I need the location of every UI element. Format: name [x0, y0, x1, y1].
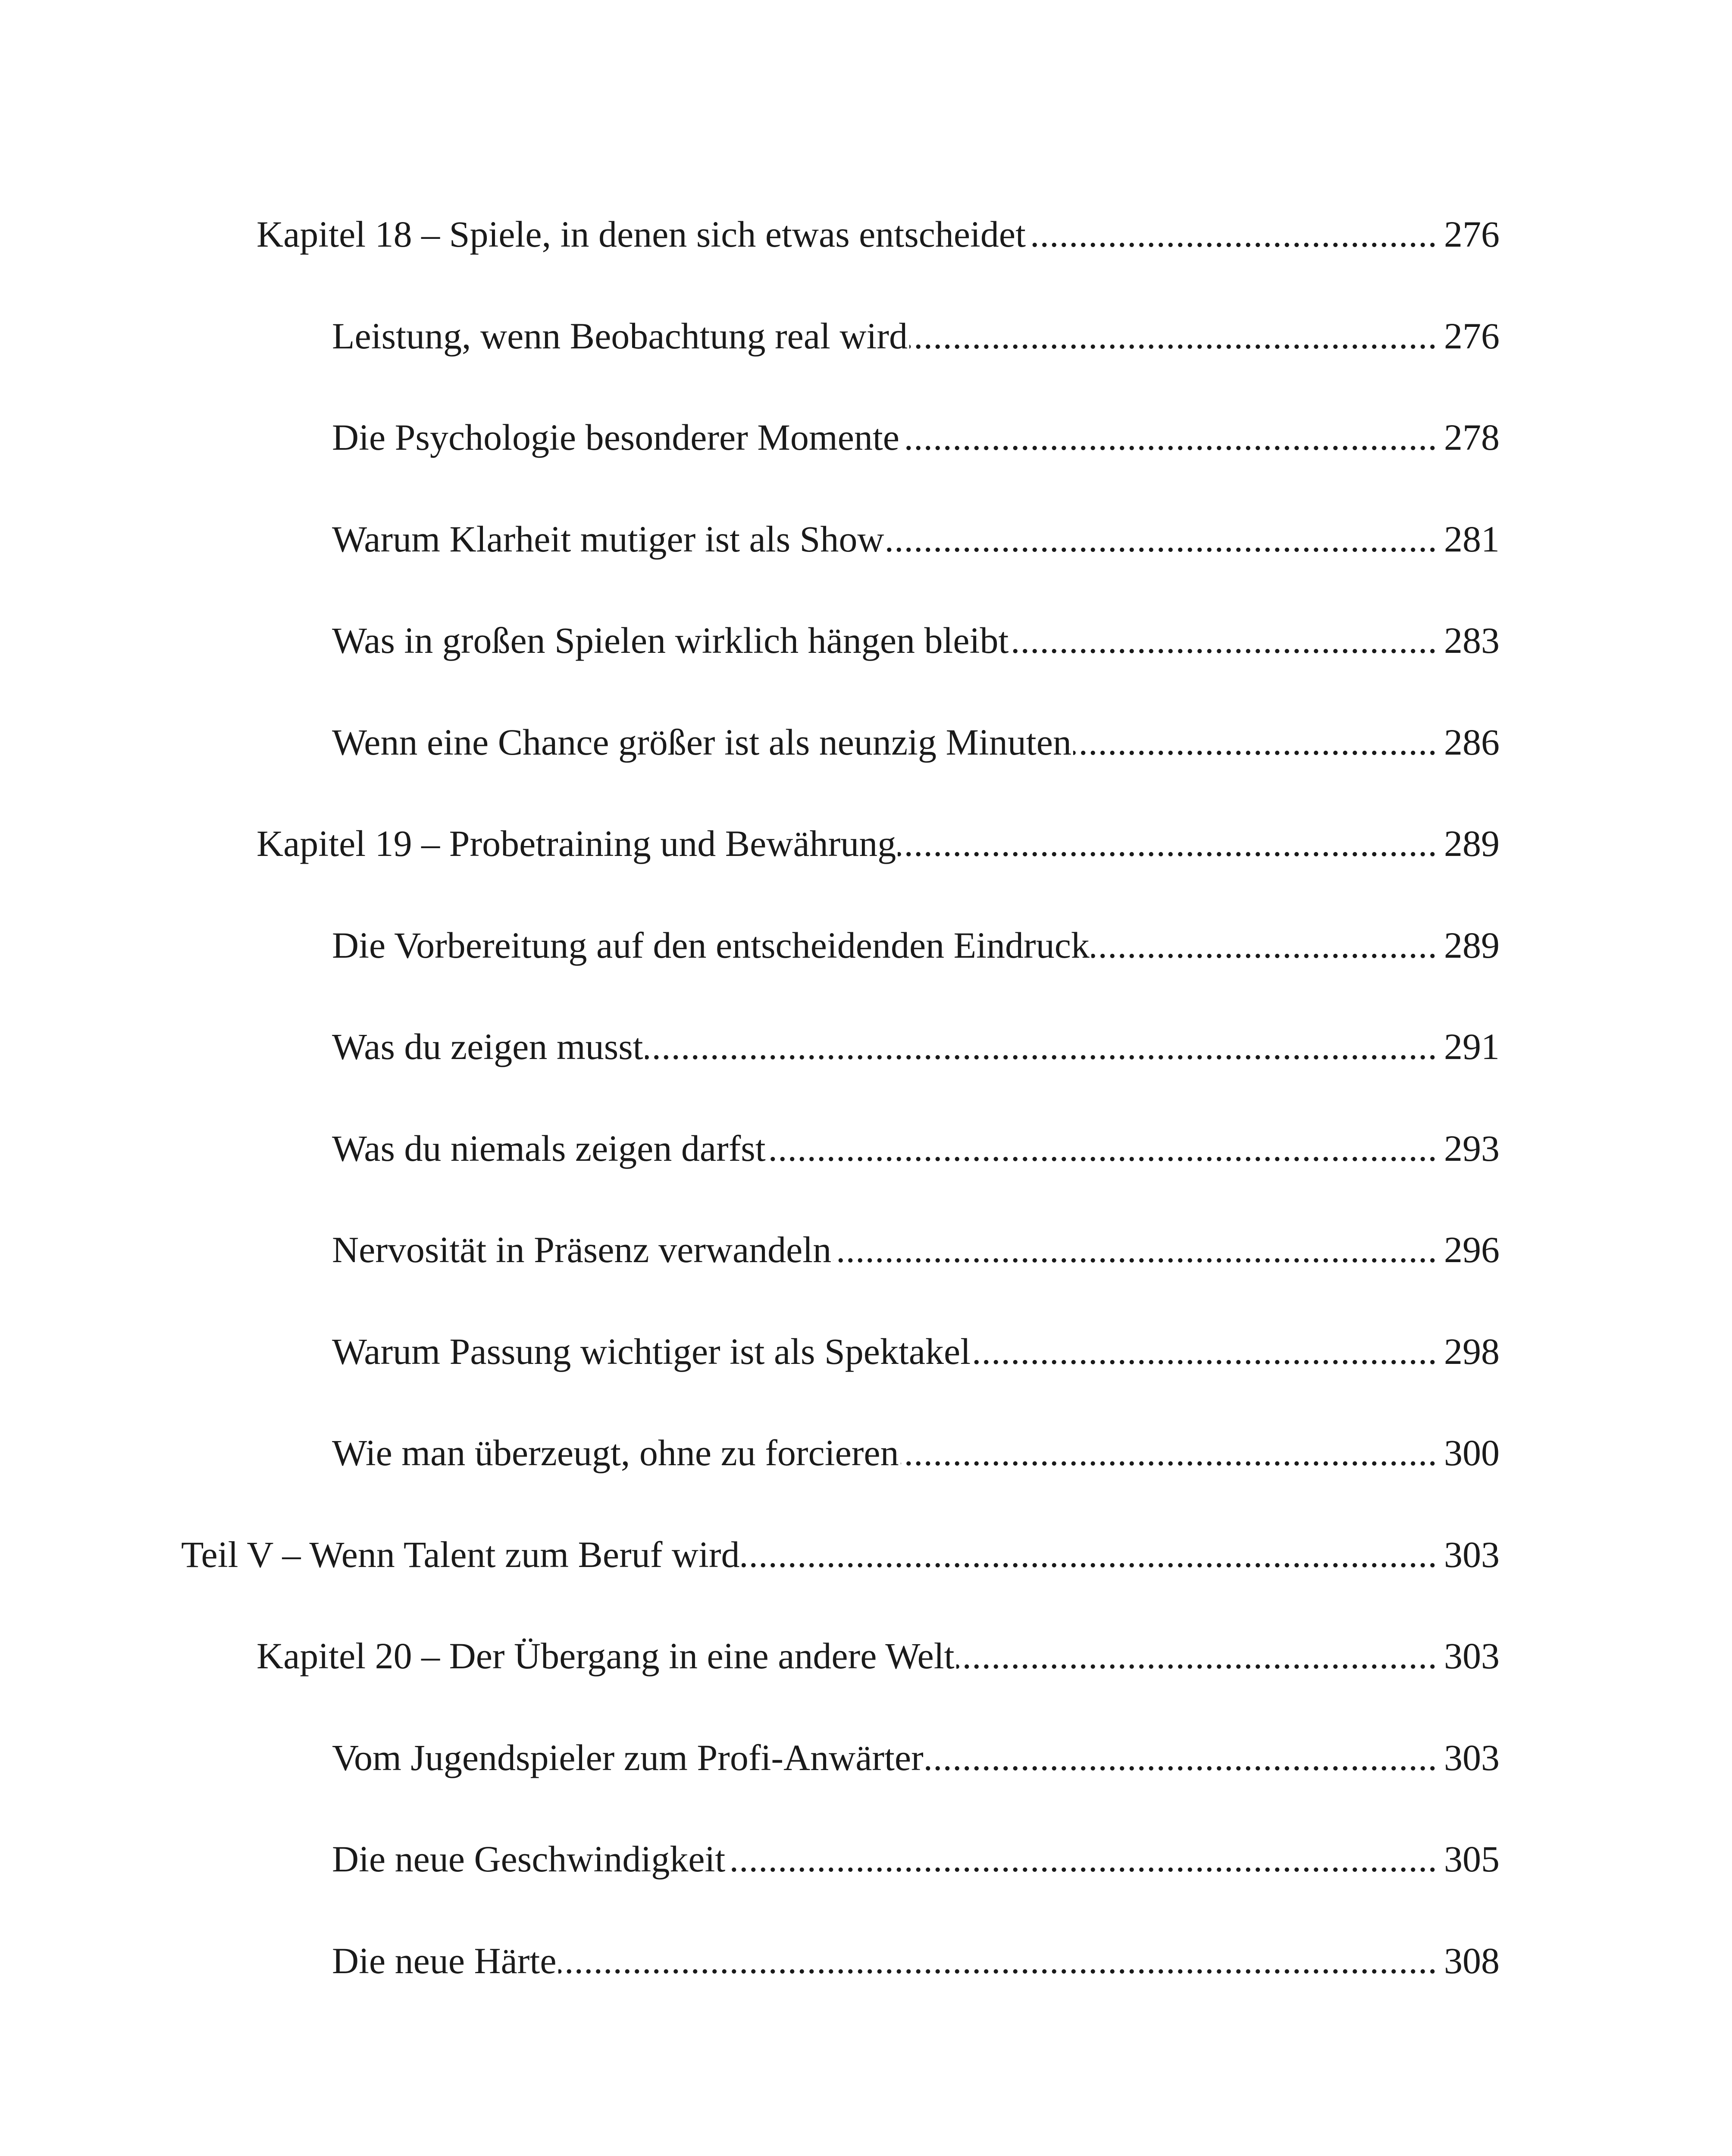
toc-entry-title: Nervosität in Präsenz verwandeln	[332, 1229, 832, 1270]
toc-page-number: 303	[1444, 1736, 1500, 1778]
toc-part-entry	[0, 1533, 1732, 1635]
toc-entry-title: Die neue Härte	[332, 1940, 557, 1981]
toc-section-entry	[0, 1228, 1732, 1330]
toc-entry-title: Was du niemals zeigen darfst	[332, 1127, 766, 1169]
toc-page-number: 305	[1444, 1838, 1500, 1880]
toc-page-number: 278	[1444, 417, 1500, 458]
toc-entry-title: Wie man überzeugt, ohne zu forcieren	[332, 1432, 899, 1473]
toc-dot-leader	[898, 822, 1438, 865]
toc-page-number: 303	[1444, 1533, 1500, 1575]
toc-entry-title: Kapitel 20 – Der Übergang in eine andere Welt	[257, 1635, 955, 1677]
toc-entry-title: Warum Passung wichtiger ist als Spektakel	[332, 1330, 971, 1372]
toc-entry-title: Warum Klarheit mutiger ist als Show	[332, 518, 884, 560]
toc-page-number: 289	[1444, 823, 1500, 864]
toc-page-number: 283	[1444, 620, 1500, 661]
toc-dot-leader	[727, 1837, 1438, 1880]
toc-section-entry	[0, 517, 1732, 619]
toc-dot-leader	[1010, 619, 1438, 662]
toc-page-number: 308	[1444, 1940, 1500, 1981]
toc-dot-leader	[901, 1431, 1438, 1474]
toc-dot-leader	[972, 1330, 1438, 1373]
toc-page-number: 276	[1444, 315, 1500, 357]
toc-section-entry	[0, 1431, 1732, 1533]
toc-section-entry	[0, 1837, 1732, 1939]
toc-section-entry	[0, 924, 1732, 1025]
toc-page-number: 289	[1444, 924, 1500, 966]
toc-section-entry	[0, 619, 1732, 721]
table-of-contents	[0, 213, 1732, 2040]
toc-chapter-entry	[0, 213, 1732, 314]
toc-section-entry	[0, 1736, 1732, 1838]
toc-section-entry	[0, 1939, 1732, 2041]
toc-section-entry	[0, 1127, 1732, 1228]
toc-chapter-entry	[0, 822, 1732, 924]
toc-page-number: 296	[1444, 1229, 1500, 1270]
toc-dot-leader	[901, 416, 1438, 459]
toc-dot-leader	[886, 517, 1438, 561]
toc-entry-title: Leistung, wenn Beobachtung real wird	[332, 315, 908, 357]
toc-entry-title: Wenn eine Chance größer ist als neunzig Minuten	[332, 721, 1071, 763]
toc-entry-title: Teil V – Wenn Talent zum Beruf wird	[181, 1533, 740, 1575]
toc-page-number: 300	[1444, 1432, 1500, 1473]
toc-dot-leader	[742, 1533, 1438, 1576]
toc-dot-leader	[558, 1939, 1438, 1982]
toc-page-number: 291	[1444, 1026, 1500, 1067]
toc-dot-leader	[645, 1025, 1438, 1068]
toc-dot-leader	[1073, 721, 1438, 764]
toc-entry-title: Kapitel 19 – Probetraining und Bewährung	[257, 823, 896, 864]
toc-entry-title: Die Psychologie besonderer Momente	[332, 417, 899, 458]
toc-section-entry	[0, 1330, 1732, 1432]
toc-dot-leader	[833, 1228, 1438, 1271]
toc-entry-title: Was in großen Spielen wirklich hängen bleibt	[332, 620, 1009, 661]
toc-dot-leader	[956, 1634, 1438, 1677]
toc-page-number: 298	[1444, 1330, 1500, 1372]
toc-entry-title: Die Vorbereitung auf den entscheidenden Eindruck	[332, 924, 1090, 966]
toc-entry-title: Vom Jugendspieler zum Profi-Anwärter	[332, 1736, 924, 1778]
toc-dot-leader	[1091, 924, 1438, 967]
toc-dot-leader	[767, 1127, 1438, 1170]
toc-entry-title: Was du zeigen musst	[332, 1026, 643, 1067]
toc-page-number: 286	[1444, 721, 1500, 763]
toc-dot-leader	[1027, 213, 1438, 256]
toc-page-number: 303	[1444, 1635, 1500, 1677]
toc-dot-leader	[909, 314, 1438, 357]
toc-page-number: 281	[1444, 518, 1500, 560]
toc-section-entry	[0, 314, 1732, 416]
toc-page-number: 293	[1444, 1127, 1500, 1169]
toc-section-entry	[0, 721, 1732, 822]
toc-dot-leader	[925, 1736, 1438, 1779]
toc-page-number: 276	[1444, 213, 1500, 255]
toc-section-entry	[0, 1025, 1732, 1127]
toc-entry-title: Kapitel 18 – Spiele, in denen sich etwas entscheidet	[257, 213, 1026, 255]
toc-chapter-entry	[0, 1634, 1732, 1736]
toc-section-entry	[0, 416, 1732, 517]
toc-entry-title: Die neue Geschwindigkeit	[332, 1838, 726, 1880]
